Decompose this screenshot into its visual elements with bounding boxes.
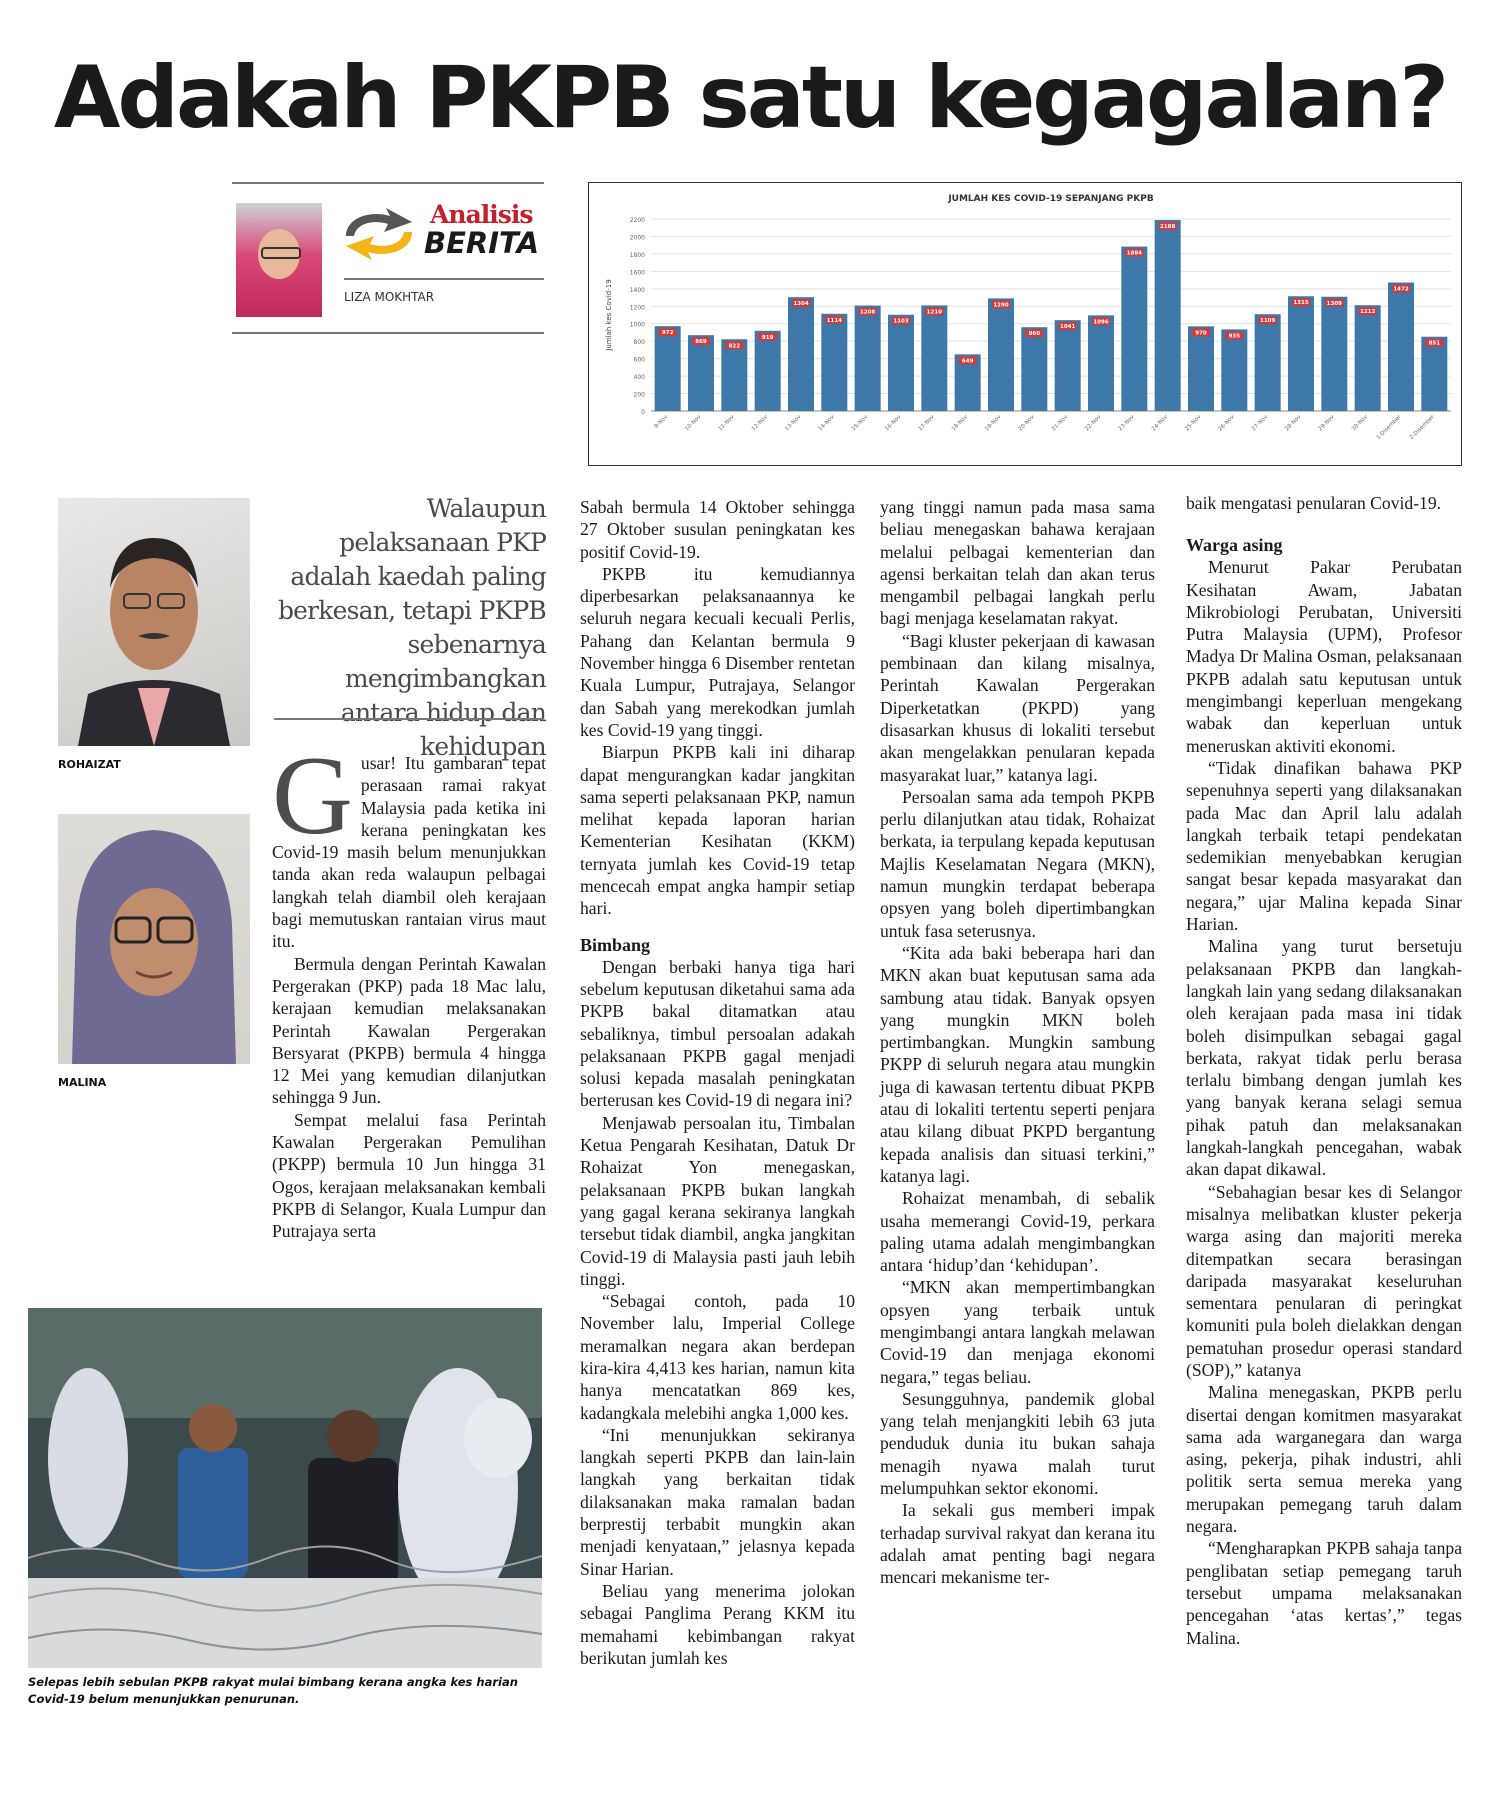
article-column-2 <box>580 496 855 1669</box>
y-tick-label: 1800 <box>629 251 645 259</box>
paragraph: Dengan berbaki hanya tiga hari sebelum keputusan diketahui sama ada PKPB bakal ditamatkan atau sebaliknya, timbul persoalan adakah pelaksanaan PKPB gagal menjadi solusi kepada masalah peningkatan berterusan kes Covid-19 di negara ini? <box>580 956 855 1111</box>
data-label: 1096 <box>1093 319 1109 326</box>
paragraph: Malina yang turut bersetuju pelaksanaan PKPB dan langkah-langkah lain yang sedang dilaksanakan oleh kerajaan pada masa ini tidak boleh disimpulkan sebagai gagal berkata, rakyat tidak perlu berasa terlalu bimbang dengan jumlah kes yang banyak kerana selagi semua pihak patuh dan melaksanakan langkah-langkah pencegahan, wabak akan dapat dikawal. <box>1186 936 1462 1180</box>
bar <box>888 315 914 411</box>
y-tick-label: 400 <box>633 374 645 382</box>
y-tick-label: 0 <box>641 409 645 416</box>
bar <box>1188 326 1214 411</box>
data-label: 1109 <box>1260 318 1276 325</box>
data-label: 1212 <box>1360 309 1376 316</box>
paragraph: PKPB itu kemudiannya diperbesarkan pelaksanaannya ke seluruh negara kecuali kecuali Perlis, Pahang dan Kelantan bermula 9 November hingga 6 Disember rentetan Kuala Lumpur, Putrajaya, Selangor dan Sabah yang merekodkan jumlah kes Covid-19 yang tinggi. <box>580 563 855 740</box>
paragraph: Malina menegaskan, PKPB perlu disertai dengan komitmen masyarakat sama ada warganegara dan warga asing, pekerja, pihak industri, ahli politik serta semua mereka yang merupakan pemegang taruh dalam negara. <box>1186 1382 1462 1537</box>
x-tick-label: 20-Nov <box>1017 414 1036 433</box>
bar <box>1221 329 1247 411</box>
paragraph: Rohaizat menambah, di sebalik usaha memerangi Covid-19, perkara paling utama adalah mengimbangkan antara ‘hidup’dan ‘kehidupan’. <box>880 1188 1155 1276</box>
chart-title: JUMLAH KES COVID-19 SEPANJANG PKPB <box>948 194 1154 204</box>
y-tick-label: 800 <box>633 339 645 347</box>
x-tick-label: 30-Nov <box>1350 414 1370 433</box>
x-tick-label: 24-Nov <box>1150 414 1170 433</box>
data-label: 1884 <box>1126 250 1142 257</box>
paragraph: Persoalan sama ada tempoh PKPB perlu dilanjutkan atau tidak, Rohaizat berkata, ia terpulang kepada keputusan Majlis Keselamatan Negara (MKN), namun mungkin terdapat beberapa opsyen yang boleh dipertimbangkan untuk fasa seterusnya. <box>880 786 1155 941</box>
pull-quote: Walaupun pelaksanaan PKP adalah kaedah paling berkesan, tetapi PKPB sebenarnya mengimbangkan antara hidup dan kehidupan <box>277 494 546 761</box>
paragraph: Sempat melalui fasa Perintah Kawalan Pergerakan Pemulihan (PKPP) bermula 10 Jun hingga 31 Ogos, kerajaan melaksanakan kembali PKPB di Selangor, Kuala Lumpur dan Putrajaya serta <box>272 1109 546 1242</box>
y-axis-label: Jumlah kes Covid-19 <box>605 279 613 351</box>
x-tick-label: 11-Nov <box>717 414 736 433</box>
bar <box>688 335 714 411</box>
paragraph: Menurut Pakar Perubatan Kesihatan Awam, Jabatan Mikrobiologi Perubatan, Universiti Putra Malaysia (UPM), Profesor Madya Dr Malina Osman, pelaksanaan PKPB adalah satu keputusan untuk mengimbangi keperluan mengekang wabak dan keperluan untuk meneruskan aktiviti ekonomi. <box>1186 557 1462 756</box>
x-tick-label: 27-Nov <box>1250 414 1270 433</box>
x-tick-label: 14-Nov <box>817 414 836 433</box>
x-tick-label: 9-Nov <box>653 414 670 430</box>
x-tick-label: 17-Nov <box>917 414 936 433</box>
article-column-3 <box>880 496 1155 1589</box>
paragraph: yang tinggi namun pada masa sama beliau menegaskan bahawa kerajaan melalui pelbagai kementerian dan agensi berkaitan telah dan akan terus mengambil pelbagai langkah perlu bagi menjaga keselamatan rakyat. <box>880 497 1155 629</box>
bar <box>788 297 814 411</box>
y-tick-label: 1000 <box>629 321 645 329</box>
data-label: 919 <box>761 334 774 341</box>
bar <box>1021 327 1047 411</box>
data-label: 649 <box>961 358 974 365</box>
data-label: 1309 <box>1326 300 1342 307</box>
paragraph: “Ini menunjukkan sekiranya langkah seperti PKPB dan lain-lain langkah yang berkaitan tidak dilaksanakan maka ramalan badan berprestij terbabit mungkin akan menjadi kenyataan,” jelasnya kepada Sinar Harian. <box>580 1424 855 1579</box>
bar <box>1255 314 1281 411</box>
data-label: 2188 <box>1160 224 1176 231</box>
data-label: 970 <box>1195 330 1207 337</box>
data-label: 851 <box>1428 340 1441 347</box>
chart-svg <box>589 183 1461 465</box>
x-tick-label: 23-Nov <box>1117 414 1136 433</box>
x-tick-label: 15-Nov <box>850 414 870 433</box>
data-label: 1472 <box>1393 286 1409 293</box>
x-tick-label: 1-Disember <box>1375 414 1403 442</box>
x-tick-label: 19-Nov <box>984 414 1003 433</box>
x-tick-label: 26-Nov <box>1217 414 1236 433</box>
x-tick-label: 21-Nov <box>1050 414 1070 433</box>
author-divider <box>344 278 544 280</box>
bar <box>1321 297 1347 411</box>
paragraph: “MKN akan mempertimbangkan opsyen yang terbaik untuk mengimbangi antara langkah melawan Covid-19 dan menjaga ekonomi negara,” tegas beliau. <box>880 1277 1155 1387</box>
photo-caption: Selepas lebih sebulan PKPB rakyat mulai bimbang kerana angka kes harian Covid-19 belum menunjukkan penurunan. <box>28 1675 518 1706</box>
bar <box>655 326 681 411</box>
drop-cap: G <box>272 734 353 858</box>
portrait-rohaizat <box>58 498 250 746</box>
bar <box>1288 296 1314 411</box>
x-tick-label: 10-Nov <box>684 414 703 433</box>
data-label: 1208 <box>860 309 876 316</box>
data-label: 869 <box>695 339 707 346</box>
x-tick-label: 16-Nov <box>884 414 903 433</box>
paragraph: “Mengharapkan PKPB sahaja tanpa penglibatan setiap pemegang taruh tersebut umpama melaksanakan pencegahan ‘atas kertas’,” tegas Malina. <box>1186 1538 1462 1648</box>
paragraph: Beliau yang menerima jolokan sebagai Panglima Perang KKM itu memahami kebimbangan rakyat berikutan jumlah kes <box>580 1580 855 1668</box>
pull-quote-rule <box>274 718 544 720</box>
data-label: 1210 <box>926 309 942 316</box>
data-label: 960 <box>1028 331 1041 338</box>
data-label: 822 <box>728 343 741 350</box>
article-column-1 <box>272 734 546 1243</box>
paragraph: Bermula dengan Perintah Kawalan Pergerakan (PKP) pada 18 Mac lalu, kerajaan kemudian melaksanakan Perintah Kawalan Pergerakan Bersyarat (PKPB) bermula 4 hingga 12 Mei yang kemudian dilanjutkan sehingga 9 Jun. <box>272 953 546 1108</box>
paragraph: Menjawab persoalan itu, Timbalan Ketua Pengarah Kesihatan, Datuk Dr Rohaizat Yon menegaskan, pelaksanaan PKPB bukan langkah yang gagal kerana sekiranya langkah tersebut tidak diambil, angka jangkitan Covid-19 di Malaysia pasti jauh lebih tinggi. <box>580 1112 855 1289</box>
arrows-icon <box>340 206 418 262</box>
y-tick-label: 1200 <box>629 304 645 312</box>
bar <box>1388 283 1414 411</box>
paragraph: “Tidak dinafikan bahawa PKP sepenuhnya seperti yang dilaksanakan pada Mac dan April lalu adalah langkah terbaik tetapi pendekatan sedemikian menyebabkan kerugian sangat besar kepada masyarakat dan negara,” ujar Malina kepada Sinar Harian. <box>1186 757 1462 935</box>
data-label: 972 <box>661 330 674 337</box>
y-tick-label: 600 <box>633 356 645 364</box>
bar <box>1155 220 1181 411</box>
bar <box>1421 337 1447 411</box>
author-name: LIZA MOKHTAR <box>344 290 435 304</box>
y-tick-label: 2000 <box>629 234 645 242</box>
data-label: 1114 <box>826 317 842 324</box>
y-tick-label: 1400 <box>629 286 645 294</box>
y-tick-label: 1600 <box>629 269 645 277</box>
paragraph: “Sebahagian besar kes di Selangor misalnya melibatkan kluster pekerja warga asing dan majoriti mereka ditempatkan secara berasingan daripada masyarakat keseluruhan sementara penularan di peringkat komuniti pula boleh dielakkan dengan pematuhan prosedur operasi standard (SOP),” katanya <box>1186 1181 1462 1380</box>
analisis-berita-logo <box>340 200 550 270</box>
bar <box>821 314 847 411</box>
bar <box>1121 247 1147 411</box>
data-label: 1304 <box>793 301 809 308</box>
author-photo <box>236 203 322 317</box>
paragraph: Sabah bermula 14 Oktober sehingga 27 Oktober susulan peningkatan kes positif Covid-19. <box>580 497 855 562</box>
bar <box>1088 315 1114 411</box>
news-photo <box>28 1308 542 1668</box>
bar <box>1355 305 1381 411</box>
portrait-label-malina: MALINA <box>58 1076 107 1089</box>
covid-cases-chart <box>588 182 1462 466</box>
paragraph: usar! Itu gambaran tepat perasaan ramai rakyat Malaysia pada ketika ini kerana peningkatan kes Covid-19 masih belum menunjukkan tanda akan reda walaupun pelbagai langkah telah diambil oleh kerajaan bagi memutuskan rantaian virus maut itu. <box>272 753 546 952</box>
data-label: 1290 <box>993 302 1009 309</box>
portrait-malina <box>58 814 250 1064</box>
headline: Adakah PKPB satu kegagalan? <box>53 48 1447 148</box>
bar <box>855 306 881 411</box>
paragraph: “Kita ada baki beberapa hari dan MKN akan buat keputusan sama ada sambung atau tidak. Banyak opsyen yang mungkin MKN boleh pertimbangkan. Mungkin sambung PKPP di seluruh negara atau mungkin juga di kawasan tertentu dibuat PKPB atau di lokaliti tertentu seperti penjara atau kilang dibuat PKPD bergantung kepada analisis dan situasi terkini,” katanya lagi. <box>880 942 1155 1186</box>
y-tick-label: 2200 <box>629 217 645 224</box>
subheading-warga-asing: Warga asing <box>1186 535 1283 556</box>
x-tick-label: 25-Nov <box>1184 414 1203 433</box>
data-label: 1041 <box>1060 324 1076 331</box>
paragraph: Sesungguhnya, pandemik global yang telah menjangkiti lebih 63 juta penduduk dunia itu bukan sahaja menagih nyawa malah turut melumpuhkan sektor ekonomi. <box>880 1388 1155 1499</box>
brand-bottom: BERITA <box>424 226 540 260</box>
subheading-bimbang: Bimbang <box>580 934 651 955</box>
paragraph: Ia sekali gus memberi impak terhadap survival rakyat dan kerana itu adalah amat penting bagi negara mencari mekanisme ter- <box>880 1500 1155 1588</box>
x-tick-label: 29-Nov <box>1317 414 1336 433</box>
paragraph: baik mengatasi penularan Covid-19. <box>1186 493 1442 513</box>
paragraph: Biarpun PKPB kali ini diharap dapat mengurangkan kadar jangkitan sama seperti pelaksanaan PKP, namun melihat kepada laporan harian Kementerian Kesihatan (KKM) ternyata jumlah kes Covid-19 tetap mencecah empat angka hampir setiap hari. <box>580 742 855 919</box>
bar <box>755 331 781 411</box>
data-label: 935 <box>1228 333 1241 340</box>
x-tick-label: 28-Nov <box>1284 414 1303 433</box>
portrait-label-rohaizat: ROHAIZAT <box>58 758 121 771</box>
x-tick-label: 12-Nov <box>750 414 770 433</box>
x-tick-label: 2-Disember <box>1408 414 1436 442</box>
brand-top: Analisis <box>430 200 533 229</box>
paragraph: “Bagi kluster pekerjaan di kawasan pembinaan dan kilang misalnya, Perintah Kawalan Pergerakan Diperketatkan (PKPD) yang disasarkan khusus di lokaliti tersebut akan mengelakkan penularan kepada masyarakat luar,” katanya lagi. <box>880 630 1155 785</box>
bar <box>988 298 1014 411</box>
x-tick-label: 22-Nov <box>1084 414 1103 433</box>
bar <box>921 305 947 411</box>
article-column-4 <box>1186 492 1462 1649</box>
x-tick-label: 13-Nov <box>784 414 803 433</box>
y-tick-label: 200 <box>633 391 645 399</box>
data-label: 1315 <box>1293 300 1309 307</box>
data-label: 1103 <box>893 318 909 325</box>
bar <box>1055 320 1081 411</box>
bar <box>721 339 747 411</box>
x-tick-label: 18-Nov <box>950 414 970 433</box>
paragraph: “Sebagai contoh, pada 10 November lalu, Imperial College meramalkan negara akan berdepan kira-kira 4,413 kes harian, namun kita hanya mencatatkan 869 kes, kadangkala melebihi angka 1,000 kes. <box>580 1291 855 1423</box>
